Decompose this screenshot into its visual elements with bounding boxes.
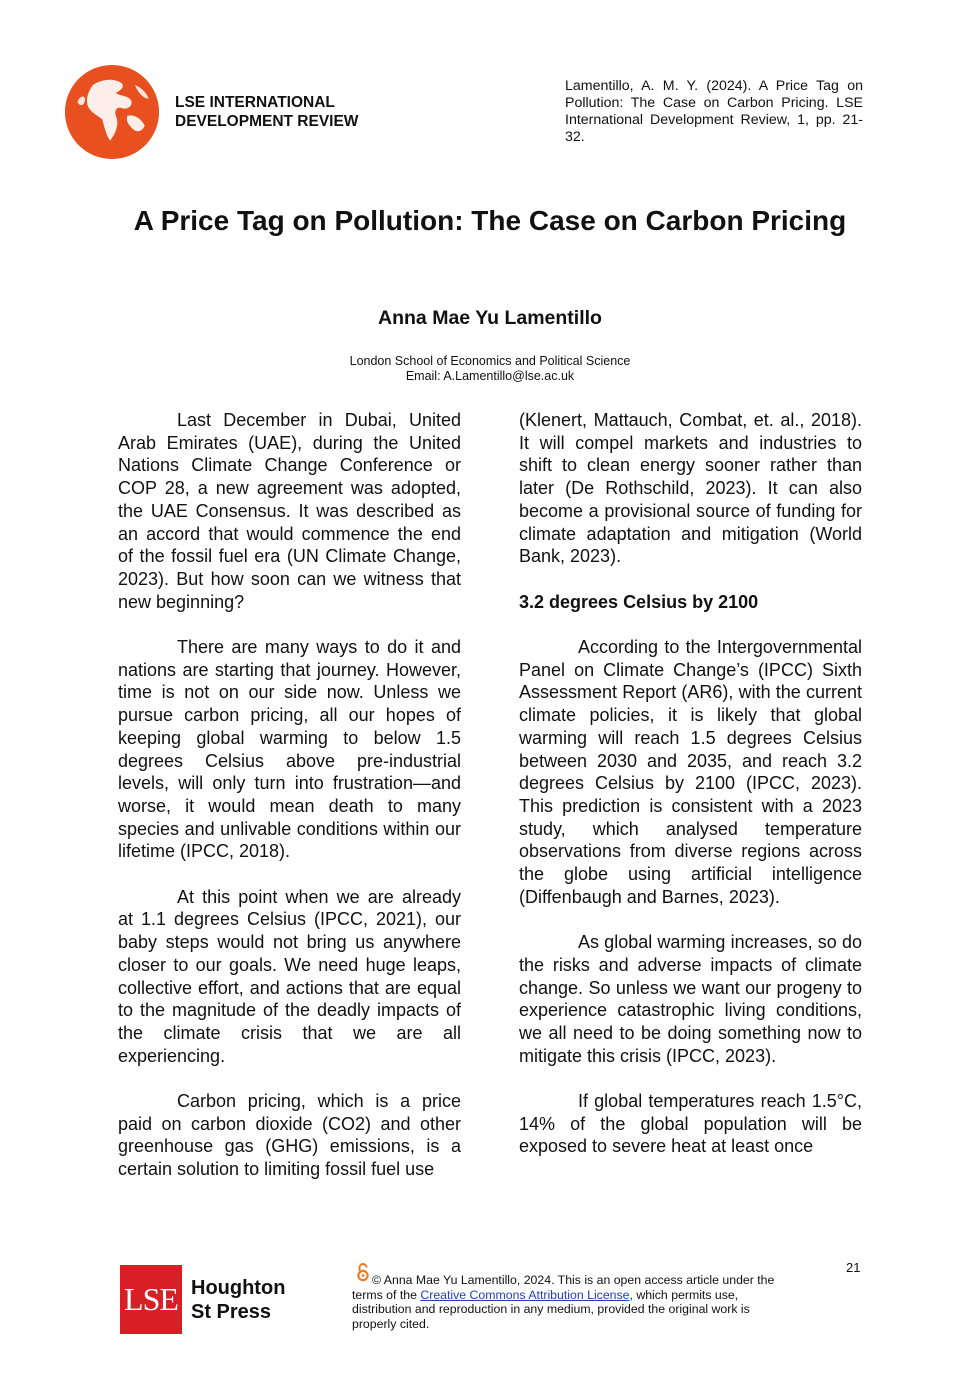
journal-name-line2: DEVELOPMENT REVIEW	[175, 113, 359, 130]
publisher-line1: Houghton	[191, 1277, 286, 1299]
author-name: Anna Mae Yu Lamentillo	[378, 307, 602, 329]
section-heading: 3.2 degrees Celsius by 2100	[519, 591, 759, 612]
paragraph: If global temperatures reach 1.5°C, 14% of the global population will be exposed to severe heat at least once	[519, 1091, 862, 1157]
paragraph: At this point when we are already at 1.1 degrees Celsius (IPCC, 2021), our baby steps would not bring us anywhere closer to our goals. We need huge leaps, collective effort, and actions that are equal to the magnitude of the deadly impacts of the climate crisis that we are all experiencing.	[118, 886, 461, 1066]
lse-logo: LSE	[120, 1265, 182, 1334]
journal-name-line1: LSE INTERNATIONAL	[175, 94, 335, 111]
publisher-line2: St Press	[191, 1301, 272, 1323]
paragraph: As global warming increases, so do the risks and adverse impacts of climate change. So unless we want our progeny to experience catastrophic living conditions, we all need to be doing something now to mitigate this crisis (IPCC, 2023).	[519, 932, 862, 1066]
paragraph: According to the Intergovernmental Panel on Climate Change’s (IPCC) Sixth Assessment Report (AR6), with the current climate policies, it is likely that global warming will reach 1.5 degrees Celsius between 2030 and 2035, and reach 3.2 degrees Celsius by 2100 (IPCC, 2023). This prediction is consistent with a 2023 study, which analysed temperature observations from diverse regions across the globe using artificial intelligence (Diffenbaugh and Barnes, 2023).	[519, 637, 862, 907]
article-title: A Price Tag on Pollution: The Case on Carbon Pricing	[133, 205, 847, 236]
publisher-name	[191, 1276, 285, 1324]
paragraph: (Klenert, Mattauch, Combat, et. al., 2018). It will compel markets and industries to shift to clean energy sooner rather than later (De Rothschild, 2023). It can also become a provisional source of funding for climate adaptation and mitigation (World Bank, 2023).	[519, 410, 862, 567]
paragraph: Carbon pricing, which is a price paid on carbon dioxide (CO2) and other greenhouse gas (GHG) emissions, is a certain solution to limiting fossil fuel use	[118, 1091, 461, 1180]
affiliation-block	[120, 354, 860, 384]
globe-icon	[64, 64, 160, 160]
license-link[interactable]: Creative Commons Attribution License	[420, 1287, 630, 1302]
paragraph: There are many ways to do it and nations are starting that journey. However, time is not on our side now. Unless we pursue carbon pricing, all our hopes of keeping global warming to below 1.5 degrees Celsius above pre-industrial levels, will only turn into frustration—and worse, it would mean death to many species and unlivable conditions within our lifetime (IPCC, 2018).	[118, 637, 461, 862]
license-notice	[352, 1273, 787, 1331]
license-text-end: , which permits use, distribution and reproduction in any medium, provided the original work is properly cited.	[352, 1287, 750, 1331]
left-column	[118, 409, 461, 1181]
affiliation: London School of Economics and Political Science	[349, 354, 631, 368]
journal-name	[175, 93, 358, 131]
citation: Lamentillo, A. M. Y. (2024). A Price Tag on Pollution: The Case on Carbon Pricing. LSE International Development Review, 1, pp. 21-32.	[565, 78, 863, 145]
license-text: © Anna Mae Yu Lamentillo, 2024. This is an open access article under the terms of the	[352, 1273, 775, 1302]
author-email: Email: A.Lamentillo@lse.ac.uk	[405, 369, 575, 383]
page-number: 21	[846, 1260, 861, 1275]
right-column	[519, 409, 862, 1158]
paragraph: Last December in Dubai, United Arab Emirates (UAE), during the United Nations Climate Change Conference or COP 28, a new agreement was adopted, the UAE Consensus. It was described as an accord that would commence the end of the fossil fuel era (UN Climate Change, 2023). But how soon can we witness that new beginning?	[118, 410, 461, 612]
